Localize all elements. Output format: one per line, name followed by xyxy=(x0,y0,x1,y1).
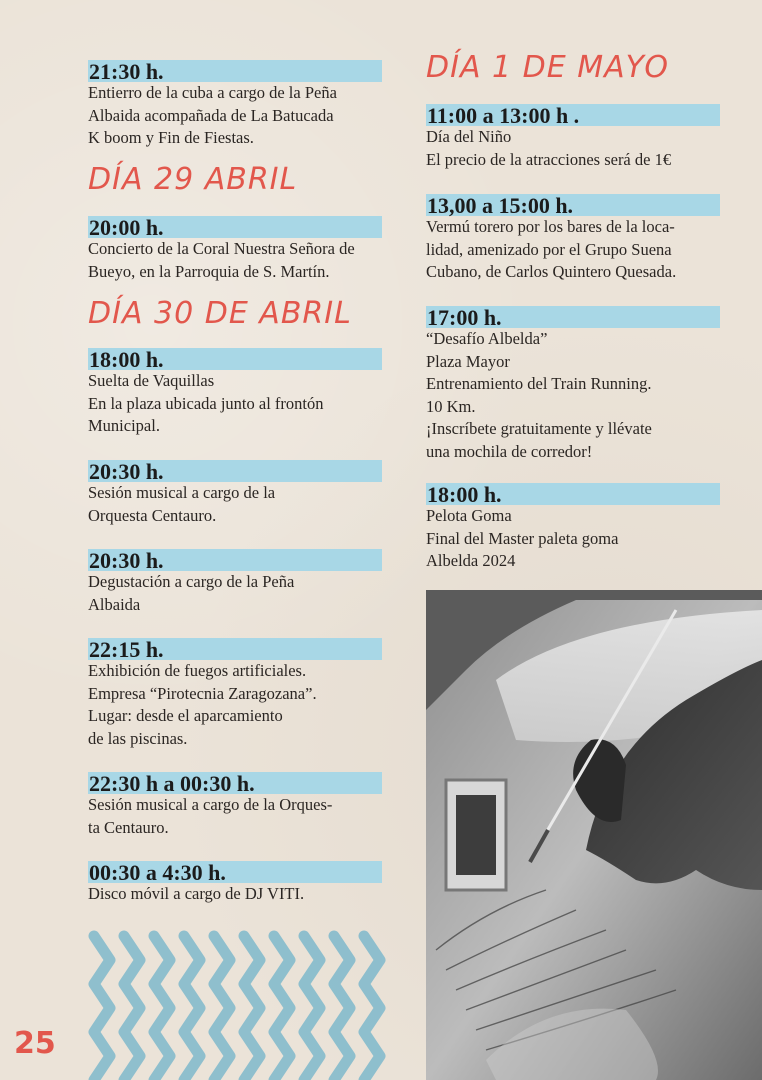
event-time: 22:30 h a 00:30 h. xyxy=(89,771,255,796)
event-block xyxy=(88,348,382,438)
time-bar xyxy=(88,216,382,238)
event-time: 13,00 a 15:00 h. xyxy=(427,193,574,218)
event-time: 20:00 h. xyxy=(89,215,164,240)
mural-photo xyxy=(426,590,762,1080)
event-time: 20:30 h. xyxy=(89,548,164,573)
event-block xyxy=(88,772,382,839)
time-bar xyxy=(426,483,720,505)
event-description: Vermú torero por los bares de la loca- lidad, amenizado por el Grupo Suena Cubano, de Carlos Quintero Quesada. xyxy=(426,217,677,281)
event-block xyxy=(88,216,382,283)
time-bar xyxy=(88,348,382,370)
event-block xyxy=(88,638,382,750)
time-bar xyxy=(88,460,382,482)
event-time: 21:30 h. xyxy=(89,59,164,84)
event-description: Degustación a cargo de la Peña Albaida xyxy=(88,572,295,614)
event-block xyxy=(426,483,720,573)
time-bar xyxy=(88,638,382,660)
day-heading-1-may: DÍA 1 DE MAYO xyxy=(426,50,670,85)
page-number: 25 xyxy=(14,1026,56,1061)
event-block xyxy=(88,60,382,150)
event-time: 20:30 h. xyxy=(89,459,164,484)
event-time: 18:00 h. xyxy=(427,482,502,507)
event-time: 18:00 h. xyxy=(89,347,164,372)
event-description: Exhibición de fuegos artificiales. Empresa “Pirotecnia Zaragozana”. Lugar: desde el aparcamiento de las piscinas. xyxy=(88,661,317,748)
day-heading-30-april: DÍA 30 DE ABRIL xyxy=(88,296,352,331)
event-block xyxy=(426,194,720,284)
event-description: Entierro de la cuba a cargo de la Peña Albaida acompañada de La Batucada K boom y Fin de Fiestas. xyxy=(88,83,337,147)
day-heading-29-april: DÍA 29 ABRIL xyxy=(88,162,298,197)
time-bar xyxy=(88,60,382,82)
time-bar xyxy=(426,194,720,216)
chevron-decoration xyxy=(86,930,386,1080)
event-block xyxy=(426,104,720,171)
event-block xyxy=(88,861,382,906)
time-bar xyxy=(88,861,382,883)
time-bar xyxy=(88,549,382,571)
event-block xyxy=(426,306,720,463)
time-bar xyxy=(426,306,720,328)
time-bar xyxy=(426,104,720,126)
event-time: 11:00 a 13:00 h . xyxy=(427,103,580,128)
event-time: 22:15 h. xyxy=(89,637,164,662)
event-time: 17:00 h. xyxy=(427,305,502,330)
event-time: 00:30 a 4:30 h. xyxy=(89,860,226,885)
event-description: Sesión musical a cargo de la Orques- ta Centauro. xyxy=(88,795,333,837)
event-description: Disco móvil a cargo de DJ VITI. xyxy=(88,884,305,903)
event-description: Pelota Goma Final del Master paleta goma Albelda 2024 xyxy=(426,506,619,570)
time-bar xyxy=(88,772,382,794)
event-description: “Desafío Albelda” Plaza Mayor Entrenamiento del Train Running. 10 Km. ¡Inscríbete gratuitamente y llévate una mochila de corredor! xyxy=(426,329,652,461)
event-block xyxy=(88,460,382,527)
event-description: Sesión musical a cargo de la Orquesta Centauro. xyxy=(88,483,276,525)
hand-quill-mural-image xyxy=(426,590,762,1080)
event-description: Concierto de la Coral Nuestra Señora de Bueyo, en la Parroquia de S. Martín. xyxy=(88,239,355,281)
event-description: Suelta de Vaquillas En la plaza ubicada junto al frontón Municipal. xyxy=(88,371,324,435)
event-block xyxy=(88,549,382,616)
event-description: Día del Niño El precio de la atracciones será de 1€ xyxy=(426,127,672,169)
